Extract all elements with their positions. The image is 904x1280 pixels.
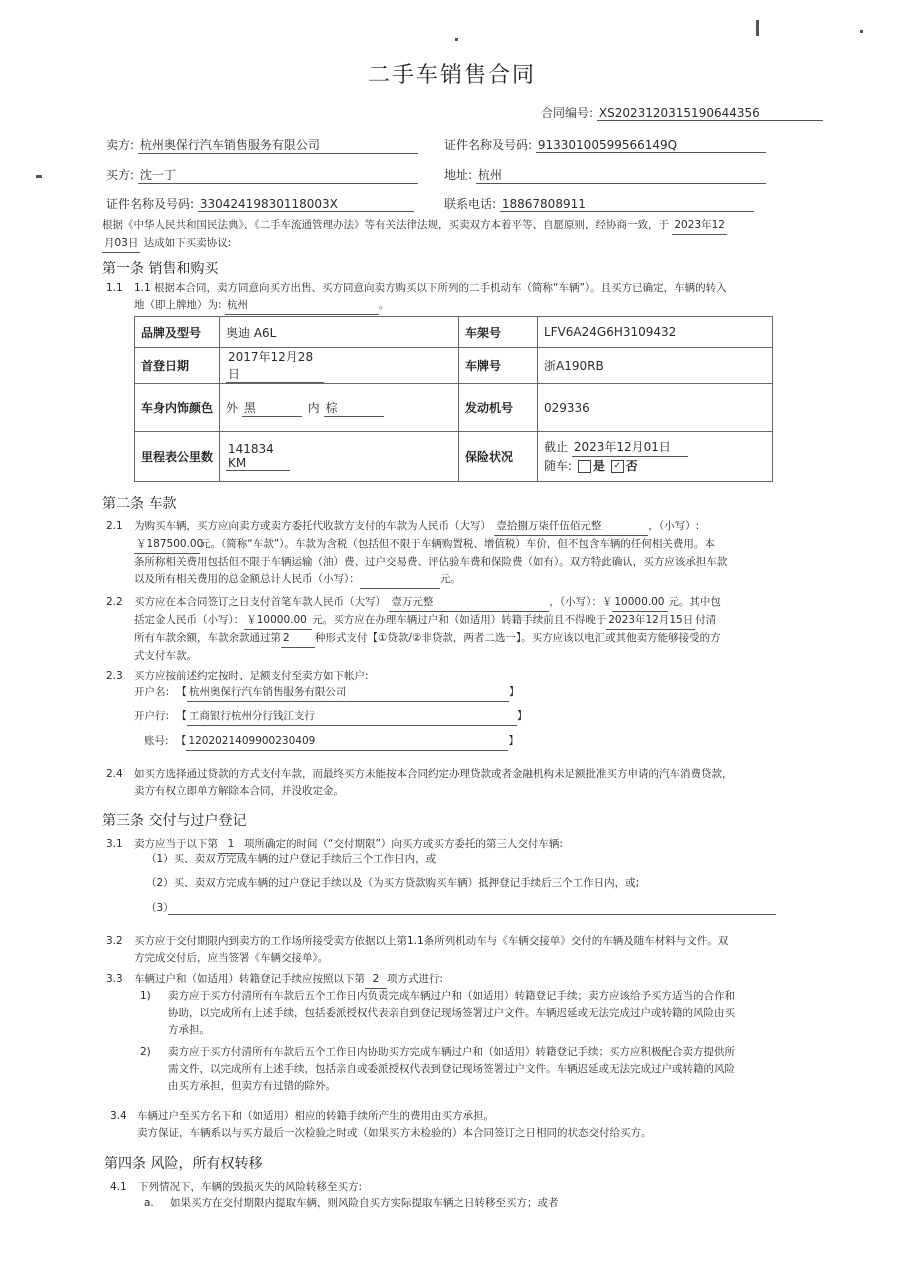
plate-value: 浙A190RB [538, 348, 773, 384]
clause-2-1 [134, 518, 784, 589]
clause-4-1: 下列情况下，车辆的毁损灭失的风险转移至买方: [138, 1181, 363, 1193]
brand-value: 奥迪 A6L [220, 317, 459, 348]
clause-num: 3.2 [106, 935, 123, 947]
clause-text: 为购买车辆，买方应向卖方或卖方委托代收款方支付的车款为人民币（大写） [134, 520, 491, 532]
clause-text: 买方应于交付期限内到卖方的工作场所接受卖方依据以上第1.1条所列机动车与《车辆交接单》交付的车辆及随车材料与文件。双 [134, 935, 729, 947]
down-payment-uppercase: 壹万元整 [389, 594, 549, 612]
clause-4-1-a: 如果买方在交付期限内提取车辆，则风险自买方实际提取车辆之日转移至买方；或者 [170, 1197, 559, 1209]
payment-method: 2 [281, 630, 315, 648]
article-3-heading: 第三条 交付与过户登记 [102, 813, 247, 829]
article-1-heading: 第一条 销售和购买 [102, 261, 219, 277]
payment-deadline: 2023年12月15日 [606, 612, 695, 630]
preamble [102, 217, 782, 253]
clause-3-3 [134, 971, 443, 989]
clause-text: 条所称相关费用包括但不限于车辆运输（油）费、过户交易费、评估验车费和保险费（如有）。双方特此确认，买方应该承担车款 [134, 556, 728, 568]
clause-text: 卖方应于买方付清所有车款后五个工作日内负责完成车辆过户和（如适用）转籍登记手续；卖方应该给予买方适当的合作和 [168, 990, 735, 1002]
clause-3-2 [134, 933, 784, 967]
clause-num: 2.1 [106, 520, 123, 532]
price-amount: ￥187500.00 [134, 536, 200, 554]
with-car-label: 随车: [544, 459, 573, 473]
plate-label: 车牌号 [459, 348, 538, 384]
first-registration-label: 首登日期 [135, 348, 220, 384]
buyer-address-row [444, 166, 766, 184]
buyer-row [106, 166, 418, 184]
vin-value: LFV6A24G6H3109432 [538, 317, 773, 348]
delivery-option-2: （2）买、卖双方完成车辆的过户登记手续以及（为买方贷款购买车辆）抵押登记手续后三个工作日内，或; [146, 877, 640, 889]
exterior-prefix: 外 [226, 400, 239, 415]
exterior-color: 黑 [242, 399, 302, 417]
account-bank-label: 开户行: [134, 710, 170, 722]
preamble-text: 根据《中华人民共和国民法典》、《二手车流通管理办法》等有关法律法规，买卖双方本着平等、自愿原则，经协商一致，于 [102, 219, 669, 231]
clause-text: 式支付车款。 [134, 650, 197, 662]
preamble-date-day: 月03日 [102, 235, 140, 253]
clause-text: 方承担。 [168, 1024, 210, 1036]
first-registration-value: 2017年12月28日 [226, 348, 324, 383]
clause-text: 元。 [439, 573, 461, 585]
clause-text: 所有车款余额，车款余款通过第 [134, 632, 281, 644]
interior-color: 棕 [324, 399, 384, 417]
clause-text: 地（即上牌地）为: [134, 299, 222, 311]
transfer-option: 2 [365, 971, 387, 989]
preamble-date-year: 2023年12 [672, 217, 727, 235]
clause-text: 由买方承担，但卖方有过错的除外。 [168, 1080, 336, 1092]
clause-text: 。 [378, 299, 390, 311]
deposit-amount: ￥10000.00 [244, 612, 312, 630]
engine-value: 029336 [538, 384, 773, 432]
clause-text: 项方式进行: [387, 973, 444, 985]
account-name-row: 开户名: 【 杭州奥保行汽车销售服务有限公司 】 [134, 684, 519, 702]
clause-text: 卖方保证，车辆系以与买方最后一次检验之时或（如果买方未检验的）本合同签订之日相同的状态交付给买方。 [137, 1127, 652, 1139]
seller-id-label: 证件名称及号码: [444, 138, 533, 152]
mileage-value-wrap [226, 442, 290, 471]
clause-text: 以及所有相关费用的总金额总计人民币（小写）： [134, 573, 360, 585]
first-registration-cell [220, 348, 459, 384]
buyer-address-label: 地址: [444, 168, 473, 182]
buyer-address-value: 杭州 [476, 166, 766, 184]
account-number-label: 账号: [144, 735, 169, 747]
buyer-id-value: 33042419830118003X [198, 197, 414, 212]
clause-2-3: 买方应按前述约定按时、足额支付至卖方如下帐户: [134, 670, 369, 682]
buyer-phone-row [444, 195, 754, 212]
price-uppercase: 壹拾捌万柒仟伍佰元整 [494, 518, 648, 536]
mileage-unit: KM [228, 456, 247, 470]
clause-2-2 [134, 594, 784, 665]
document-title: 二手车销售合同 [367, 63, 536, 88]
total-amount-blank [360, 571, 440, 589]
mileage-cell [220, 432, 459, 482]
transfer-option-1 [168, 988, 778, 1039]
vehicle-table [134, 316, 773, 482]
item-num: 1) [140, 990, 151, 1002]
clause-text: 元。其中包 [668, 596, 721, 608]
yes-label: 是 [592, 459, 605, 473]
scan-dot [860, 30, 863, 33]
clause-num: 2.3 [106, 670, 123, 682]
clause-text: 方完成交付后，应当签署《车辆交接单》。 [134, 952, 329, 964]
insurance-label: 保险状况 [459, 432, 538, 482]
buyer-phone-label: 联系电话: [444, 197, 497, 211]
clause-text: 买方应在本合同签订之日支付首笔车款人民币（大写） [134, 596, 386, 608]
clause-text: 车辆过户至买方名下和（如适用）相应的转籍手续所产生的费用由买方承担。 [137, 1110, 494, 1122]
seller-id-value: 91330100599566149Q [536, 138, 766, 153]
insurance-cell [538, 432, 773, 482]
clause-num: 1.1 [106, 282, 123, 294]
clause-text: 括定金人民币（小写）： [134, 614, 245, 626]
contract-no-value: XS2023120315190644356 [597, 106, 823, 121]
clause-text: 元。（简称“车款”）。车款为含税（包括但不限于车辆购置税、增值税）车价，但不包含车辆的任何相关费用。本 [200, 538, 715, 550]
color-cell [220, 384, 459, 432]
preamble-text-end: 达成如下买卖协议: [143, 237, 232, 249]
clause-text: 付清 [695, 614, 717, 626]
seller-name: 杭州奥保行汽车销售服务有限公司 [138, 136, 418, 154]
clause-num: 3.3 [106, 973, 123, 985]
mileage-value: 141834 [228, 442, 274, 456]
scan-dot [455, 38, 458, 41]
scan-smudge [36, 175, 42, 178]
insurance-until-prefix: 截止 [544, 440, 569, 454]
clause-text: 卖方应于买方付清所有车款后五个工作日内协助买方完成车辆过户和（如适用）转籍登记手续；买方应积极配合卖方提供所 [168, 1046, 735, 1058]
checkbox-checked[interactable]: ✓ [611, 460, 624, 473]
no-label: 否 [625, 459, 638, 473]
checkbox-empty[interactable] [578, 460, 591, 473]
clause-text: 如买方选择通过贷款的方式支付车款，而最终买方未能按本合同约定办理贷款或者金融机构未足额批准买方申请的汽车消费贷款， [134, 768, 733, 780]
transfer-option-2 [168, 1044, 778, 1095]
seller-label: 卖方: [106, 138, 135, 152]
engine-label: 发动机号 [459, 384, 538, 432]
buyer-label: 买方: [106, 168, 135, 182]
seller-id-row [444, 136, 766, 153]
clause-num: 2.2 [106, 596, 123, 608]
contract-no-label: 合同编号: [541, 106, 594, 120]
clause-num: 3.4 [110, 1110, 127, 1122]
clause-2-4 [134, 766, 784, 800]
color-label: 车身内饰颜色 [135, 384, 220, 432]
down-payment-amount: 10000.00 [612, 594, 668, 612]
account-name: 杭州奥保行汽车销售服务有限公司 [187, 684, 509, 702]
interior-prefix: 内 [307, 400, 320, 415]
item-num: a. [144, 1197, 154, 1209]
clause-text: ，（小写）: [648, 520, 700, 532]
delivery-option-3-line [168, 914, 776, 915]
buyer-id-row [106, 195, 414, 212]
account-number-row: 账号: 【 1202021409900230409 】 [144, 733, 519, 751]
delivery-option-1: （1）买、卖双方完成车辆的过户登记手续后三个工作日内，或 [146, 853, 437, 865]
clause-text: 1.1 根据本合同，卖方同意向买方出售、买方同意向卖方购买以下所列的二手机动车（简称“车辆”）。且买方已确定，车辆的转入 [134, 282, 727, 294]
delivery-option-3: （3） [146, 902, 174, 914]
clause-text: 需文件，以完成所有上述手续，包括亲自或委派授权代表到登记现场签署过户文件。车辆迟延或无法完成过户或转籍的风险 [168, 1063, 735, 1075]
clause-text: 卖方应当于以下第 [134, 838, 218, 850]
clause-text: ，（小写）：￥ [549, 596, 613, 608]
account-number: 1202021409900230409 [186, 733, 508, 751]
clause-text: 种形式支付【①贷款/②非贷款，两者二选一】。买方应该以电汇或其他卖方能够接受的方 [315, 632, 721, 644]
clause-3-4 [137, 1108, 787, 1142]
account-name-label: 开户名: [134, 686, 170, 698]
delivery-option: 1 [218, 836, 244, 854]
mileage-label: 里程表公里数 [135, 432, 220, 482]
insurance-until-date: 2023年12月01日 [572, 438, 688, 457]
account-bank-row: 开户行: 【 工商银行杭州分行钱江支行 】 [134, 708, 527, 726]
buyer-phone-value: 18867808911 [500, 197, 754, 212]
clause-text: 协助，以完成所有上述手续，包括委派授权代表亲自到登记现场签署过户文件。车辆迟延或无法完成过户或转籍的风险由买 [168, 1007, 735, 1019]
clause-text: 项所确定的时间（“交付期限”）向买方或买方委托的第三人交付车辆: [244, 838, 563, 850]
buyer-id-label: 证件名称及号码: [106, 197, 195, 211]
scan-mark [756, 20, 759, 36]
clause-num: 2.4 [106, 768, 123, 780]
contract-no [541, 104, 823, 121]
article-4-heading: 第四条 风险，所有权转移 [104, 1156, 263, 1172]
seller-row [106, 136, 418, 154]
buyer-name: 沈一丁 [138, 166, 418, 184]
registration-city: 杭州 [225, 297, 379, 315]
account-bank: 工商银行杭州分行钱江支行 [187, 708, 517, 726]
clause-text: 卖方有权立即单方解除本合同，并没收定金。 [134, 785, 344, 797]
clause-1-1 [134, 280, 784, 315]
article-2-heading: 第二条 车款 [102, 496, 177, 512]
clause-num: 4.1 [110, 1181, 127, 1193]
item-num: 2) [140, 1046, 151, 1058]
clause-text: 元。买方应在办理车辆过户和（如适用）转籍手续前且不得晚于 [312, 614, 607, 626]
vin-label: 车架号 [459, 317, 538, 348]
clause-text: 车辆过户和（如适用）转籍登记手续应按照以下第 [134, 973, 365, 985]
clause-num: 3.1 [106, 838, 123, 850]
brand-label: 品牌及型号 [135, 317, 220, 348]
